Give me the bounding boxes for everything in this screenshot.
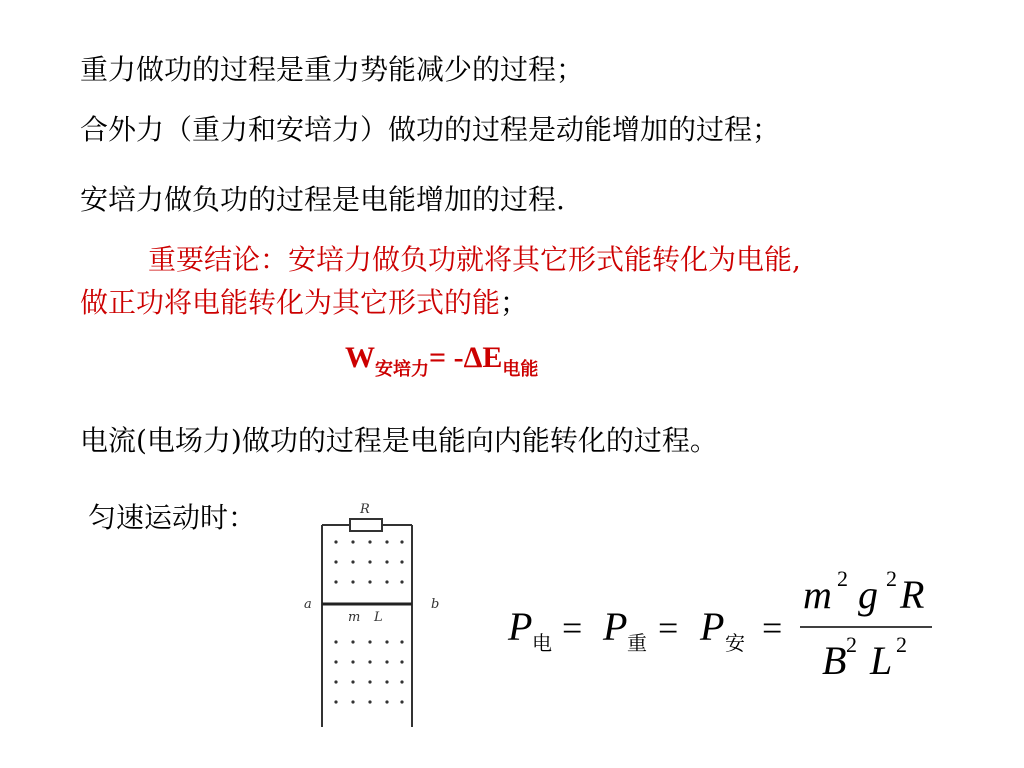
field-dot [400,540,403,543]
length-label: L [374,610,383,625]
p-electric-symbol: P [508,604,533,649]
exponent-g: 2 [886,566,897,591]
field-dot [400,700,403,703]
field-dot [334,560,337,563]
p-gravity-symbol: P [603,604,628,649]
field-dot [351,640,354,643]
statement-ampere-negative-work: 安培力做负功的过程是电能增加的过程. [80,183,565,216]
conclusion-line-2-text: 做正功将电能转化为其它形式的能 [80,286,501,319]
p-ampere-symbol: P [700,604,725,649]
subscript-ampere: 安 [725,631,745,655]
resistor-label: R [360,502,370,517]
point-a-label: a [304,597,312,612]
ampere-work-formula [345,340,538,388]
field-dot [385,560,388,563]
denominator-l: L [870,638,893,683]
statement-current-work: 电流(电场力)做功的过程是电能向内能转化的过程。 [80,424,718,457]
conclusion-line-2-tail: ； [500,286,529,319]
field-dot [351,700,354,703]
field-dot [351,540,354,543]
mass-label: m [348,610,361,625]
field-dot [385,700,388,703]
power-equation [500,560,940,690]
numerator-g: g [858,572,878,617]
field-dot [400,560,403,563]
field-dot [400,680,403,683]
conclusion-line-2 [80,285,528,321]
field-dot [334,640,337,643]
field-dot [368,680,371,683]
field-dot [334,580,337,583]
field-dot [400,580,403,583]
field-dot [368,640,371,643]
field-dot [368,560,371,563]
equals-sign-1: = [562,608,583,648]
field-dot [351,560,354,563]
field-dot [351,580,354,583]
formula-w-symbol: W [345,341,375,374]
magnetic-field-dots [334,540,403,703]
rail-circuit-diagram [300,495,460,730]
field-dot [385,640,388,643]
field-dot [351,660,354,663]
numerator-m: m [803,572,832,617]
field-dot [385,660,388,663]
uniform-motion-label: 匀速运动时： [88,501,257,534]
field-dot [334,660,337,663]
equals-sign-3: = [762,608,783,648]
field-dot [385,580,388,583]
equals-sign-2: = [658,608,679,648]
field-dot [400,660,403,663]
statement-gravity-work: 重力做功的过程是重力势能减少的过程； [80,53,585,86]
field-dot [334,540,337,543]
exponent-m: 2 [837,566,848,591]
formula-w-subscript: 安培力 [375,359,429,380]
field-dot [368,660,371,663]
statement-net-force-work: 合外力（重力和安培力）做功的过程是动能增加的过程； [80,113,781,146]
formula-e-subscript: 电能 [502,359,539,380]
point-b-label: b [431,597,440,612]
formula-w-middle: = -ΔE [429,341,503,374]
field-dot [368,540,371,543]
conclusion-line-1: 重要结论：安培力做负功就将其它形式能转化为电能, [148,243,801,276]
subscript-electric: 电 [532,631,552,655]
field-dot [334,700,337,703]
denominator-b: B [822,638,847,683]
field-dot [368,580,371,583]
subscript-gravity: 重 [627,631,647,655]
resistor [350,519,382,531]
field-dot [400,640,403,643]
numerator-r: R [900,572,925,617]
field-dot [334,680,337,683]
field-dot [351,680,354,683]
exponent-b: 2 [846,632,857,657]
field-dot [368,700,371,703]
field-dot [385,680,388,683]
field-dot [385,540,388,543]
exponent-l: 2 [896,632,907,657]
